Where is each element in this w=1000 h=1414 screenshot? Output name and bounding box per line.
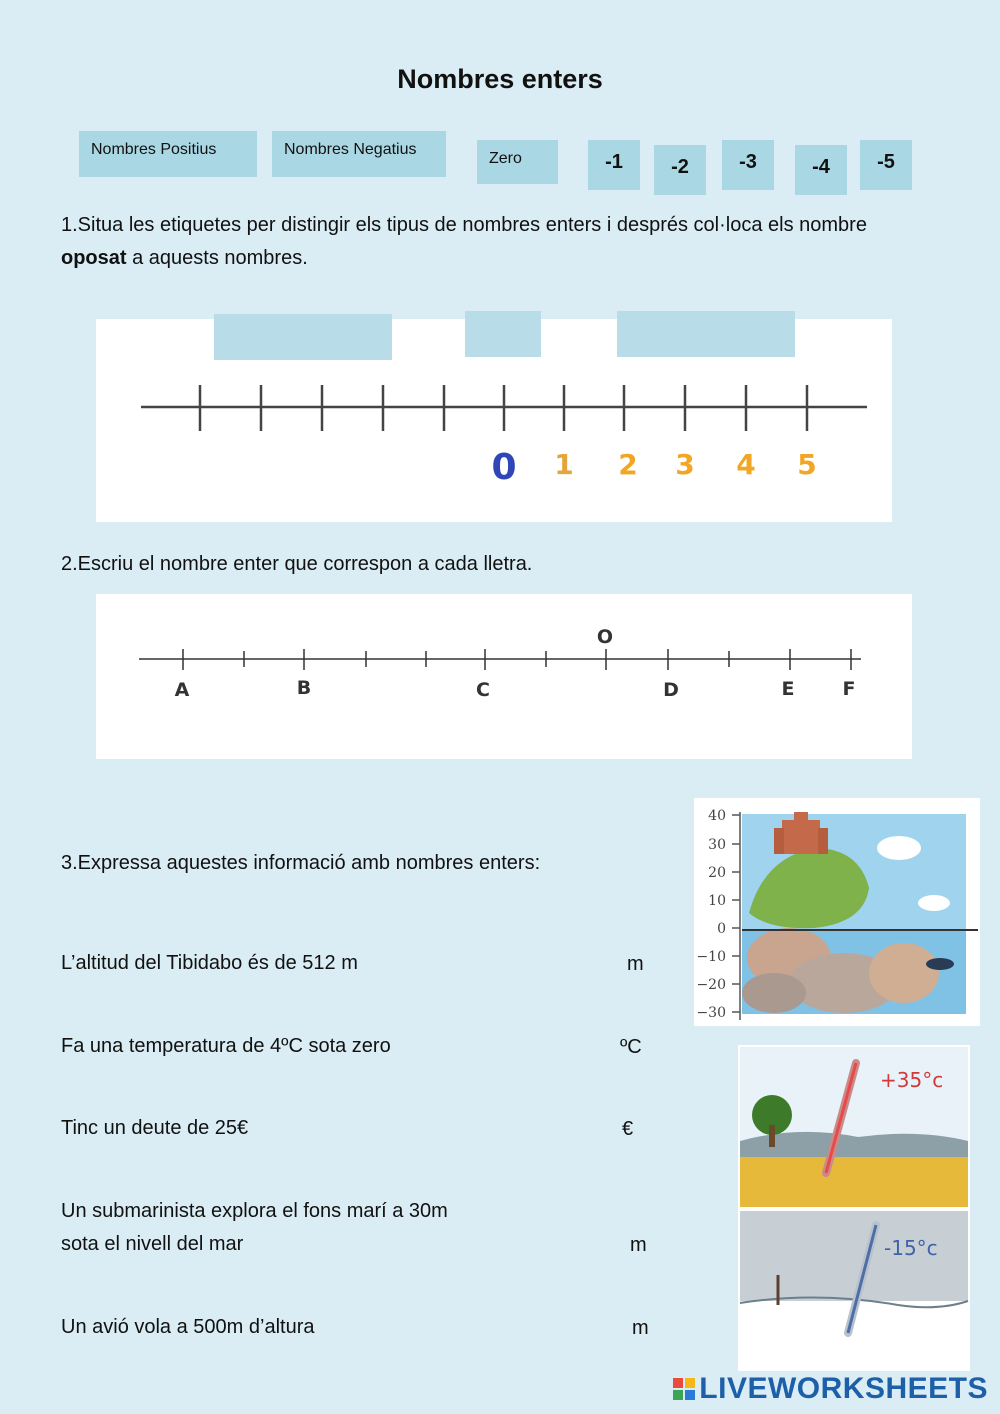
question-1: [61, 209, 961, 275]
thermo-cold-label: -15°c: [884, 1236, 938, 1260]
q3-item-4-unit: m: [630, 1234, 647, 1256]
label-chip-zero[interactable]: Zero: [477, 140, 558, 184]
thermometer-illustration: [738, 1045, 970, 1371]
number-line-1-label-3: 3: [675, 448, 695, 481]
drop-zone-positius[interactable]: [617, 311, 795, 357]
number-line-1-label-2: 2: [618, 448, 638, 481]
number-line-1-label-0: 0: [491, 447, 517, 488]
number-line-2: [96, 594, 912, 759]
altitude-illustration: [694, 798, 980, 1026]
q3-item-5-unit: m: [632, 1317, 649, 1339]
q3-item-3-text: Tinc un deute de 25€: [61, 1117, 249, 1139]
number-chip-minus-2[interactable]: -2: [654, 145, 706, 195]
q3-item-2-unit: ºC: [620, 1036, 642, 1058]
scale-minus-10: −10: [696, 949, 726, 965]
brand-logo-icon: [673, 1378, 695, 1400]
number-chip-minus-4[interactable]: -4: [795, 145, 847, 195]
scale-minus-30: −30: [696, 1005, 726, 1021]
letter-b: B: [296, 677, 312, 699]
scale-30: 30: [708, 837, 726, 853]
number-line-1-label-1: 1: [554, 448, 574, 481]
question-3-text: 3.Expressa aquestes informació amb nombres enters:: [61, 852, 541, 874]
page-title: Nombres enters: [397, 64, 603, 94]
q3-item-2-text: Fa una temperatura de 4ºC sota zero: [61, 1035, 391, 1057]
number-chip-minus-5[interactable]: -5: [860, 140, 912, 190]
letter-o: O: [596, 626, 614, 648]
letter-e: E: [781, 678, 795, 700]
letter-d: D: [663, 679, 679, 701]
q3-item-4-line1: Un submarinista explora el fons marí a 30m: [61, 1200, 448, 1222]
q3-item-4-text: [61, 1195, 448, 1261]
scale-10: 10: [708, 893, 726, 909]
question-1-bold: oposat: [61, 247, 127, 269]
altitude-picture: [694, 798, 980, 1026]
letter-f: F: [842, 678, 856, 700]
brand-logo-text: LIVEWORKSHEETS: [699, 1372, 988, 1405]
letter-a: A: [174, 679, 190, 701]
thermometer-picture: [738, 1045, 970, 1371]
number-line-panel-2: [96, 594, 912, 759]
brand-logo: [673, 1372, 988, 1406]
q3-item-1-text: L’altitud del Tibidabo és de 512 m: [61, 952, 358, 974]
number-chip-minus-1[interactable]: -1: [588, 140, 640, 190]
q3-item-4-line2: sota el nivell del mar: [61, 1233, 244, 1255]
scale-20: 20: [708, 865, 726, 881]
label-chip-positius[interactable]: Nombres Positius: [79, 131, 257, 177]
q3-item-5-text: Un avió vola a 500m d’altura: [61, 1316, 315, 1338]
letter-c: C: [476, 679, 490, 701]
number-line-1-label-4: 4: [736, 448, 756, 481]
question-1-text: 1.Situa les etiquetes per distingir els tipus de nombres enters i després col·loca els nombre: [61, 214, 867, 236]
drop-zone-negatius[interactable]: [214, 314, 392, 360]
number-chip-minus-3[interactable]: -3: [722, 140, 774, 190]
q3-item-1-unit: m: [627, 953, 644, 975]
question-2-text: 2.Escriu el nombre enter que correspon a cada lletra.: [61, 553, 533, 575]
label-chip-negatius[interactable]: Nombres Negatius: [272, 131, 446, 177]
number-line-1-label-5: 5: [797, 448, 817, 481]
drop-zone-zero[interactable]: [465, 311, 541, 357]
scale-0: 0: [717, 921, 726, 937]
q3-item-3-unit: €: [622, 1118, 634, 1140]
thermo-hot-label: +35°c: [880, 1068, 944, 1092]
scale-minus-20: −20: [696, 977, 726, 993]
question-1-text-end: a aquests nombres.: [126, 247, 308, 269]
scale-40: 40: [708, 808, 726, 824]
